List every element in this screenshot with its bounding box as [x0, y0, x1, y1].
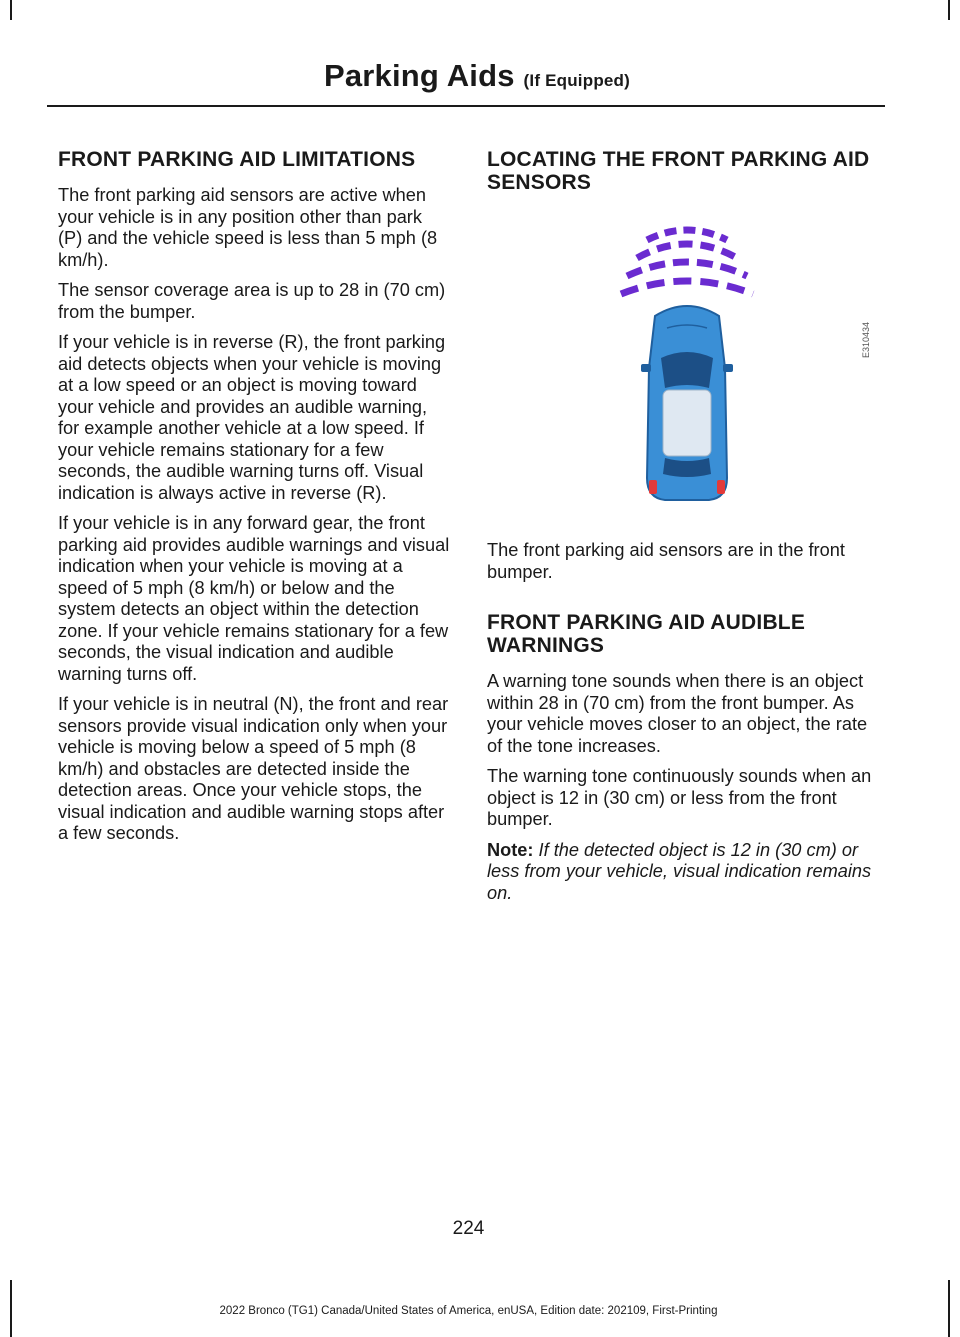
- paragraph: The front parking aid sensors are in the front bumper.: [487, 540, 845, 582]
- paragraph: If your vehicle is in neutral (N), the front and rear sensors provide visual indication only when your vehicle is moving below a speed of 5 mph (8 km/h) and obstacles are detected inside the detection areas. Once your vehicle stops, the visual indication and audible warning stops after a few seconds.: [58, 694, 449, 843]
- section-heading-locating-sensors: LOCATING THE FRONT PARKING AID SENSORS: [487, 148, 870, 194]
- crop-mark-bottom-right: [948, 1280, 950, 1337]
- paragraph: If your vehicle is in any forward gear, the front parking aid provides audible warnings and visual indication when your vehicle is moving at a speed of 5 mph (8 km/h) or below and the system detects an object within the detection zone. If your vehicle remains stationary for a few seconds, the visual indication and audible warning turns off.: [58, 513, 450, 684]
- section-heading-limitations: FRONT PARKING AID LIMITATIONS: [58, 148, 416, 171]
- left-column: [58, 148, 450, 854]
- sensor-waves-icon: [621, 230, 753, 294]
- page-title-main: Parking Aids: [323, 58, 515, 93]
- section-heading-audible-warnings: FRONT PARKING AID AUDIBLE WARNINGS: [487, 611, 806, 657]
- note-label: Note:: [487, 839, 534, 860]
- page-title: [324, 58, 630, 94]
- paragraph: If your vehicle is in reverse (R), the front parking aid detects objects when your vehicle is moving at a low speed or an object is moving toward your vehicle and provides an audible warning, for example another vehicle at a low speed. If your vehicle remains stationary for a few seconds, the audible warning turns off. Visual indication is always active in reverse (R).: [58, 332, 446, 503]
- right-column: [487, 148, 887, 913]
- footer-edition-info: 2022 Bronco (TG1) Canada/United States of America, enUSA, Edition date: 202109, First-Printing: [219, 1305, 718, 1317]
- crop-mark-top-left: [10, 0, 12, 20]
- paragraph: A warning tone sounds when there is an object within 28 in (70 cm) from the front bumper. As your vehicle moves closer to an object, the rate of the tone increases.: [487, 671, 868, 756]
- note-text: If the detected object is 12 in (30 cm) or less from your vehicle, visual indication remains on.: [487, 839, 872, 903]
- parking-sensor-figure: [487, 208, 887, 518]
- paragraph: The sensor coverage area is up to 28 in (70 cm) from the bumper.: [58, 280, 446, 322]
- car-top-view-illustration: [617, 218, 757, 508]
- note: [487, 840, 887, 905]
- paragraph: The warning tone continuously sounds when an object is 12 in (30 cm) or less from the front bumper.: [487, 766, 872, 829]
- page-number: 224: [452, 1218, 485, 1239]
- paragraph: The front parking aid sensors are active when your vehicle is in any position other than park (P) and the vehicle speed is less than 5 mph (8 km/h).: [58, 185, 438, 270]
- header-divider: [47, 105, 885, 107]
- page-title-subtitle: (If Equipped): [523, 71, 630, 90]
- car-icon: [641, 306, 733, 500]
- crop-mark-top-right: [948, 0, 950, 20]
- figure-id: E310434: [861, 321, 871, 358]
